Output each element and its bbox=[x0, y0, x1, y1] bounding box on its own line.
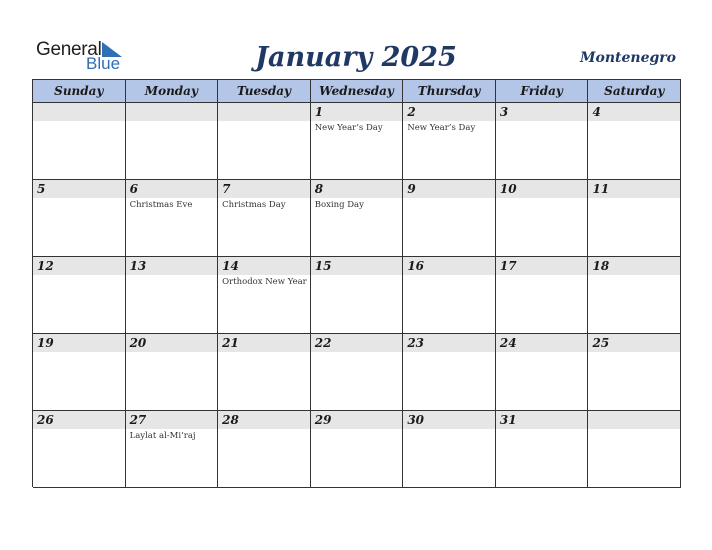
day-cell bbox=[218, 180, 311, 257]
calendar-grid bbox=[32, 79, 681, 487]
day-number-strip bbox=[126, 334, 218, 352]
day-cell bbox=[33, 411, 126, 488]
day-number: 5 bbox=[37, 182, 46, 196]
day-number: 30 bbox=[407, 413, 425, 427]
day-cell bbox=[311, 103, 404, 180]
week-row bbox=[33, 334, 681, 411]
day-cell bbox=[33, 103, 126, 180]
weekday-header-row bbox=[33, 80, 681, 103]
day-number: 19 bbox=[37, 336, 54, 350]
day-number-strip bbox=[218, 334, 310, 352]
day-number: 16 bbox=[407, 259, 425, 273]
day-number-strip bbox=[218, 411, 310, 429]
day-number-strip bbox=[126, 180, 218, 198]
day-number: 20 bbox=[129, 336, 147, 350]
day-number-strip bbox=[311, 411, 403, 429]
day-cell bbox=[496, 180, 589, 257]
week-row bbox=[33, 411, 681, 488]
day-cell bbox=[218, 334, 311, 411]
day-number: 1 bbox=[314, 105, 324, 119]
day-cell bbox=[33, 257, 126, 334]
holiday-label: Orthodox New Year bbox=[222, 277, 307, 287]
day-number: 18 bbox=[592, 259, 610, 273]
day-number-strip bbox=[218, 103, 310, 121]
day-number: 15 bbox=[314, 259, 332, 273]
weekday-header: Saturday bbox=[588, 80, 681, 103]
day-number-strip bbox=[403, 180, 495, 198]
day-number: 8 bbox=[314, 182, 324, 196]
day-number: 3 bbox=[499, 105, 509, 119]
day-cell bbox=[126, 411, 219, 488]
day-cell bbox=[218, 103, 311, 180]
day-number: 23 bbox=[407, 336, 425, 350]
weekday-header: Monday bbox=[126, 80, 219, 103]
day-cell bbox=[126, 257, 219, 334]
day-cell bbox=[126, 180, 219, 257]
day-number: 14 bbox=[222, 259, 239, 273]
day-number: 13 bbox=[129, 259, 147, 273]
day-number-strip bbox=[588, 103, 680, 121]
day-number: 22 bbox=[314, 336, 332, 350]
day-number: 7 bbox=[222, 182, 231, 196]
weekday-header: Friday bbox=[496, 80, 589, 103]
week-row bbox=[33, 103, 681, 180]
day-number-strip bbox=[33, 334, 125, 352]
day-number: 4 bbox=[592, 105, 601, 119]
day-number-strip bbox=[218, 180, 310, 198]
logo-text-blue: Blue bbox=[86, 54, 121, 73]
day-number-strip bbox=[588, 334, 680, 352]
holiday-label: New Year’s Day bbox=[314, 123, 383, 133]
day-number-strip bbox=[496, 257, 588, 275]
holiday-label: Christmas Day bbox=[222, 200, 286, 210]
day-number-strip bbox=[126, 103, 218, 121]
day-number: 27 bbox=[129, 413, 147, 427]
day-cell bbox=[588, 180, 681, 257]
day-number-strip bbox=[403, 257, 495, 275]
day-cell bbox=[311, 411, 404, 488]
day-number-strip bbox=[403, 103, 495, 121]
day-cell bbox=[33, 334, 126, 411]
day-cell bbox=[218, 257, 311, 334]
day-cell bbox=[126, 334, 219, 411]
day-number-strip bbox=[126, 257, 218, 275]
day-number-strip bbox=[311, 257, 403, 275]
day-cell bbox=[588, 257, 681, 334]
day-number-strip bbox=[33, 103, 125, 121]
country-label: Montenegro bbox=[580, 50, 676, 66]
day-number-strip bbox=[496, 334, 588, 352]
day-number: 10 bbox=[499, 182, 517, 196]
day-number: 26 bbox=[37, 413, 54, 427]
day-number: 24 bbox=[499, 336, 517, 350]
day-cell bbox=[33, 180, 126, 257]
day-cell bbox=[588, 411, 681, 488]
week-row bbox=[33, 180, 681, 257]
day-number: 29 bbox=[314, 413, 332, 427]
day-number-strip bbox=[126, 411, 218, 429]
day-number-strip bbox=[588, 257, 680, 275]
day-number: 21 bbox=[222, 336, 239, 350]
day-cell bbox=[588, 103, 681, 180]
day-number-strip bbox=[403, 334, 495, 352]
holiday-label: Boxing Day bbox=[314, 200, 364, 210]
day-number-strip bbox=[496, 103, 588, 121]
day-number-strip bbox=[33, 257, 125, 275]
day-cell bbox=[311, 180, 404, 257]
weekday-header: Tuesday bbox=[218, 80, 311, 103]
day-number-strip bbox=[33, 411, 125, 429]
day-number: 2 bbox=[407, 105, 416, 119]
day-number-strip bbox=[588, 411, 680, 429]
day-number-strip bbox=[33, 180, 125, 198]
day-cell bbox=[311, 334, 404, 411]
day-cell bbox=[588, 334, 681, 411]
day-number-strip bbox=[311, 103, 403, 121]
day-cell bbox=[496, 411, 589, 488]
holiday-label: Laylat al-Mi’raj bbox=[129, 431, 196, 441]
logo-text-general: General bbox=[36, 39, 102, 60]
day-cell bbox=[496, 103, 589, 180]
weekday-header: Wednesday bbox=[311, 80, 404, 103]
day-number: 6 bbox=[129, 182, 138, 196]
day-number: 28 bbox=[222, 413, 239, 427]
day-number-strip bbox=[496, 180, 588, 198]
day-cell bbox=[496, 257, 589, 334]
day-number-strip bbox=[218, 257, 310, 275]
day-number: 31 bbox=[499, 413, 517, 427]
day-cell bbox=[496, 334, 589, 411]
day-number-strip bbox=[496, 411, 588, 429]
day-cell bbox=[218, 411, 311, 488]
day-number: 25 bbox=[592, 336, 610, 350]
day-number-strip bbox=[311, 334, 403, 352]
day-cell bbox=[403, 334, 496, 411]
day-cell bbox=[403, 103, 496, 180]
weekday-header: Sunday bbox=[33, 80, 126, 103]
week-row bbox=[33, 257, 681, 334]
day-number-strip bbox=[588, 180, 680, 198]
day-number: 11 bbox=[592, 182, 610, 196]
day-number: 9 bbox=[407, 182, 416, 196]
calendar-title: January 2025 bbox=[255, 42, 457, 73]
day-cell bbox=[403, 257, 496, 334]
holiday-label: New Year’s Day bbox=[407, 123, 476, 133]
day-number-strip bbox=[403, 411, 495, 429]
day-number: 12 bbox=[37, 259, 54, 273]
day-number-strip bbox=[311, 180, 403, 198]
calendar-weeks bbox=[33, 103, 681, 488]
day-number: 17 bbox=[499, 259, 517, 273]
day-cell bbox=[126, 103, 219, 180]
day-cell bbox=[403, 180, 496, 257]
day-cell bbox=[403, 411, 496, 488]
weekday-header: Thursday bbox=[403, 80, 496, 103]
day-cell bbox=[311, 257, 404, 334]
holiday-label: Christmas Eve bbox=[129, 200, 193, 210]
